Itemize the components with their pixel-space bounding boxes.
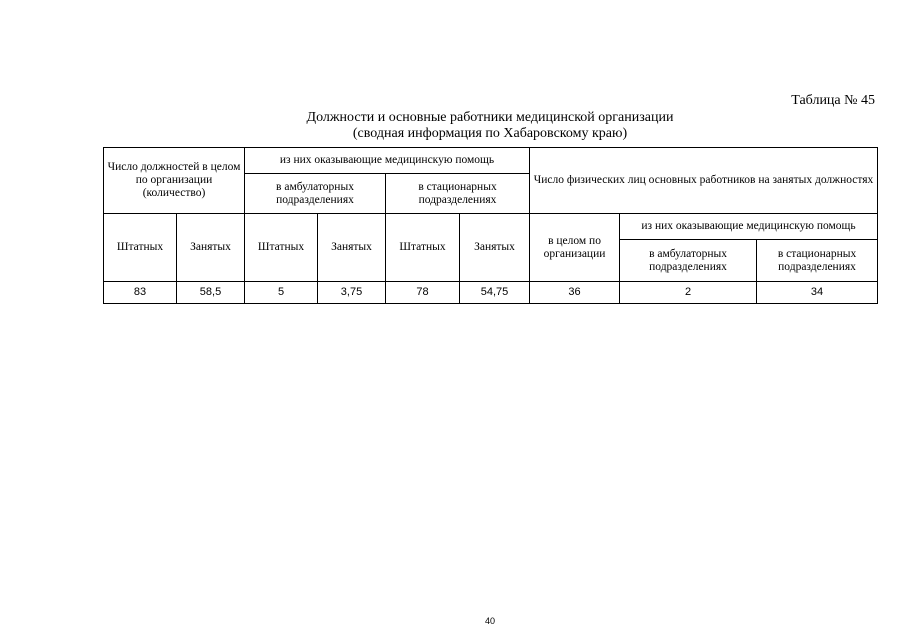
table-title [0,110,905,142]
header-inpatient-2: в стационарных подразделениях [757,240,878,282]
value-ind-inp: 34 [757,282,878,304]
value-occupied-amb: 3,75 [318,282,386,304]
value-occupied-inp: 54,75 [460,282,530,304]
value-ind-total: 36 [530,282,620,304]
header-individuals: Число физических лиц основных работников на занятых должностях [530,148,878,214]
header-staff-amb: Штатных [245,214,318,282]
header-staff-total: Штатных [104,214,177,282]
header-occupied-inp: Занятых [460,214,530,282]
value-staff-inp: 78 [386,282,460,304]
header-org-total: в целом по организации [530,214,620,282]
header-of-them-medical-help-2: из них оказывающие медицинскую помощь [620,214,878,240]
header-inpatient: в стационарных подразделениях [386,174,530,214]
header-staff-inp: Штатных [386,214,460,282]
value-occupied-total: 58,5 [177,282,245,304]
header-positions-total: Число должностей в целом по организации (количество) [104,148,245,214]
header-of-them-medical-help: из них оказывающие медицинскую помощь [245,148,530,174]
value-staff-amb: 5 [245,282,318,304]
header-ambulatory-2: в амбулаторных подразделениях [620,240,757,282]
table-row [104,282,878,304]
value-ind-amb: 2 [620,282,757,304]
staff-table [103,147,878,304]
title-line-1: Должности и основные работники медицинской организации [306,110,674,125]
table-number: Таблица № 45 [791,93,875,108]
header-occupied-total: Занятых [177,214,245,282]
header-ambulatory: в амбулаторных подразделениях [245,174,386,214]
value-staff-total: 83 [104,282,177,304]
title-line-2: (сводная информация по Хабаровскому краю) [352,126,628,141]
header-occupied-amb: Занятых [318,214,386,282]
page-number: 40 [484,616,495,626]
